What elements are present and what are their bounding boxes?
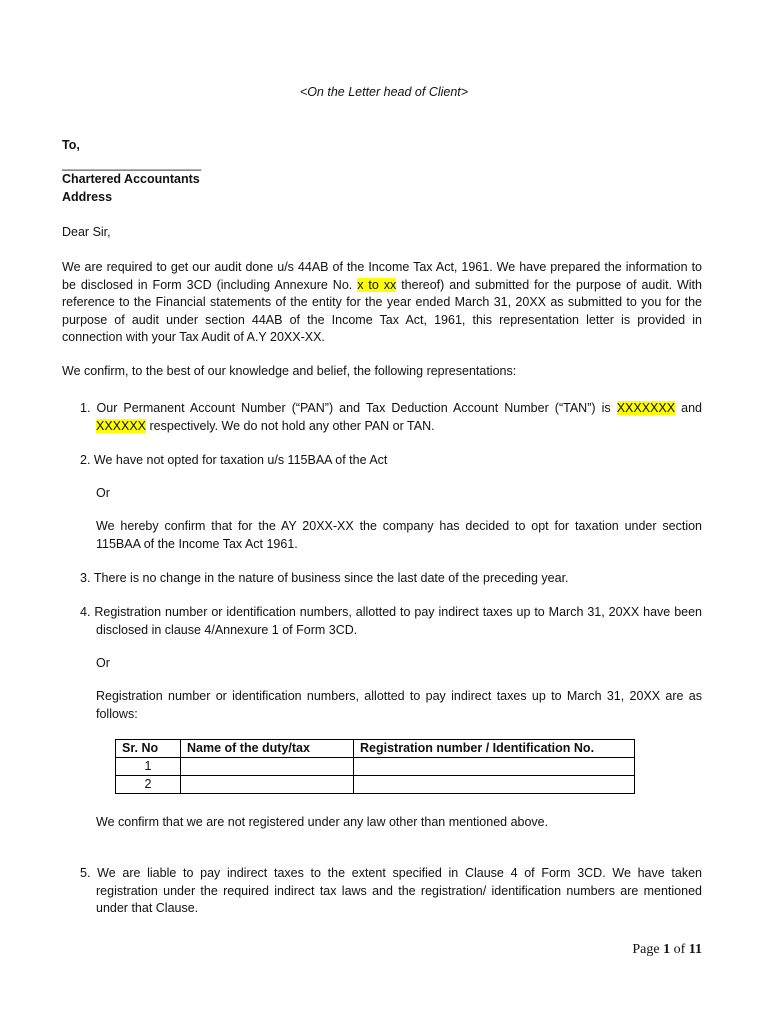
cell-duty-name (181, 758, 354, 776)
item-1 (62, 400, 702, 435)
table-header-row (116, 740, 635, 758)
letterhead-note: <On the Letter head of Client> (299, 85, 469, 99)
cell-sr-no: 1 (116, 758, 181, 776)
item-5-text: We are liable to pay indirect taxes to the extent specified in Clause 4 of Form 3CD. We have taken registration under the required indirect tax laws and the registration/ identification numbers are mentioned under that Clause. (96, 866, 702, 915)
item-4-text: Registration number or identification numbers, allotted to pay indirect taxes up to March 31, 20XX have been disclosed in clause 4/Annexure 1 of Form 3CD. (94, 605, 702, 637)
of-word: of (670, 942, 689, 957)
item-5 (62, 865, 702, 918)
table-row (116, 776, 635, 794)
intro-text-1: We are required to get our audit done u/s 44AB of the Income Tax Act, 1961. We have prepared the information to be disclosed in Form 3CD (including Annexure No. (62, 260, 702, 292)
item-4-alternative: Registration number or identification numbers, allotted to pay indirect taxes up to March 31, 20XX are as follows: (96, 689, 702, 721)
item-1-and: and (675, 401, 702, 415)
cell-sr-no: 2 (116, 776, 181, 794)
item-1-text-2: respectively. We do not hold any other PAN or TAN. (146, 418, 435, 433)
page-current: 1 (663, 942, 671, 957)
header-registration-no: Registration number / Identification No. (354, 740, 635, 758)
confirm-intro: We confirm, to the best of our knowledge and belief, the following representations: (62, 364, 517, 378)
page-total: 11 (688, 942, 702, 957)
item-1-number: 1. (80, 401, 91, 415)
tan-highlight: XXXXXX (96, 418, 147, 433)
item-5-number: 5. (80, 866, 91, 880)
item-3-text: There is no change in the nature of business since the last date of the preceding year. (93, 571, 569, 585)
item-4-or: Or (96, 656, 110, 670)
cell-registration-no (354, 758, 635, 776)
item-3 (62, 570, 702, 588)
item-3-number: 3. (80, 571, 91, 585)
annexure-highlight: x to xx (357, 277, 397, 292)
intro-text-2: thereof) and submitted for the purpose of audit. With reference to the Financial statements of the entity for the year ended March 31, 20XX as submitted to you for the purpose of audit under section 44AB of the Income Tax Act, 1961, this representation letter is provided in connection with your Tax Audit of A.Y 20XX-XX. (62, 277, 702, 344)
table-row (116, 758, 635, 776)
item-2-or: Or (96, 486, 110, 500)
intro-paragraph (62, 259, 702, 347)
addressee-blank-line: ____________________ (62, 157, 202, 171)
item-2-alternative: We hereby confirm that for the AY 20XX-XX the company has decided to opt for taxation under section 115BAA of the Income Tax Act 1961. (96, 519, 702, 551)
to-label: To, (62, 138, 80, 152)
pan-highlight: XXXXXXX (616, 401, 676, 415)
item-2 (62, 452, 702, 470)
page-word: Page (632, 942, 664, 957)
salutation: Dear Sir, (62, 225, 111, 239)
registration-table (115, 739, 635, 794)
item-2-number: 2. (80, 453, 91, 467)
item-2-text: We have not opted for taxation u/s 115BAA of the Act (93, 453, 388, 467)
header-duty-name: Name of the duty/tax (181, 740, 354, 758)
page-number-footer (632, 942, 702, 958)
cell-duty-name (181, 776, 354, 794)
addressee-line1: Chartered Accountants (62, 172, 200, 186)
cell-registration-no (354, 776, 635, 794)
item-4-number: 4. (80, 605, 91, 619)
item-4-after-table: We confirm that we are not registered under any law other than mentioned above. (96, 815, 549, 829)
item-4 (62, 604, 702, 639)
item-1-text-1: Our Permanent Account Number (“PAN”) and Tax Deduction Account Number (“TAN”) is (96, 401, 617, 415)
addressee-line2: Address (62, 190, 113, 204)
header-sr-no: Sr. No (116, 740, 181, 758)
